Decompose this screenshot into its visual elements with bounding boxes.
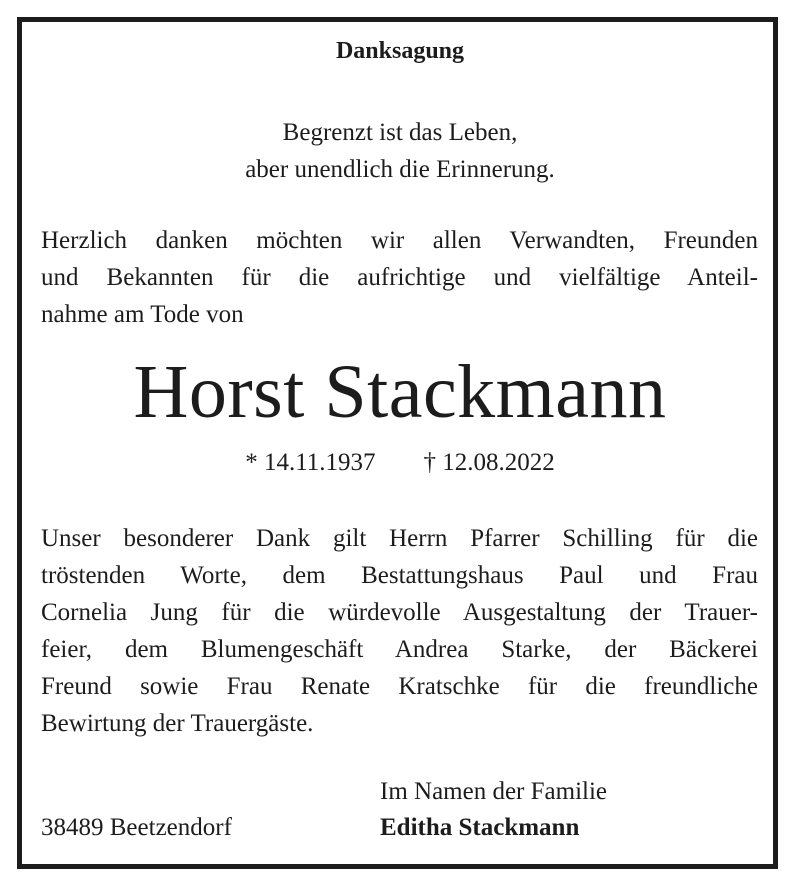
life-dates [0, 449, 800, 477]
deceased-name: Horst Stackmann [133, 350, 667, 434]
motto [0, 114, 800, 188]
intro-line: Herzlich danken möchten wir allen Verwandten, Freunden [41, 227, 758, 254]
intro-line: nahme am Tode von [41, 301, 244, 328]
birth-date: * 14.11.1937 [245, 449, 376, 476]
thanks-line: Unser besonderer Dank gilt Herrn Pfarrer Schilling für die [41, 525, 758, 552]
motto-line: Begrenzt ist das Leben, [282, 119, 518, 146]
thanks-line: feier, dem Blumengeschäft Andrea Starke, der Bäckerei [41, 636, 758, 663]
location: 38489 Beetzendorf [41, 814, 232, 841]
intro-line: und Bekannten für die aufrichtige und vielfältige Anteil- [41, 264, 758, 291]
motto-line: aber unendlich die Erinnerung. [245, 156, 555, 183]
death-date: † 12.08.2022 [423, 449, 555, 476]
thanks-line: Cornelia Jung für die würdevolle Ausgestaltung der Trauer- [41, 599, 758, 626]
thanks-line: Freund sowie Frau Renate Kratschke für die freundliche [41, 673, 758, 700]
notice-title: Danksagung [335, 38, 465, 64]
signature-intro: Im Namen der Familie [380, 778, 608, 805]
signature-name: Editha Stackmann [380, 814, 580, 841]
intro-paragraph [41, 222, 758, 333]
thanks-paragraph [41, 520, 758, 742]
thanks-line: Bewirtung der Trauergäste. [41, 710, 314, 737]
thanks-line: tröstenden Worte, dem Bestattungshaus Paul und Frau [41, 562, 758, 589]
